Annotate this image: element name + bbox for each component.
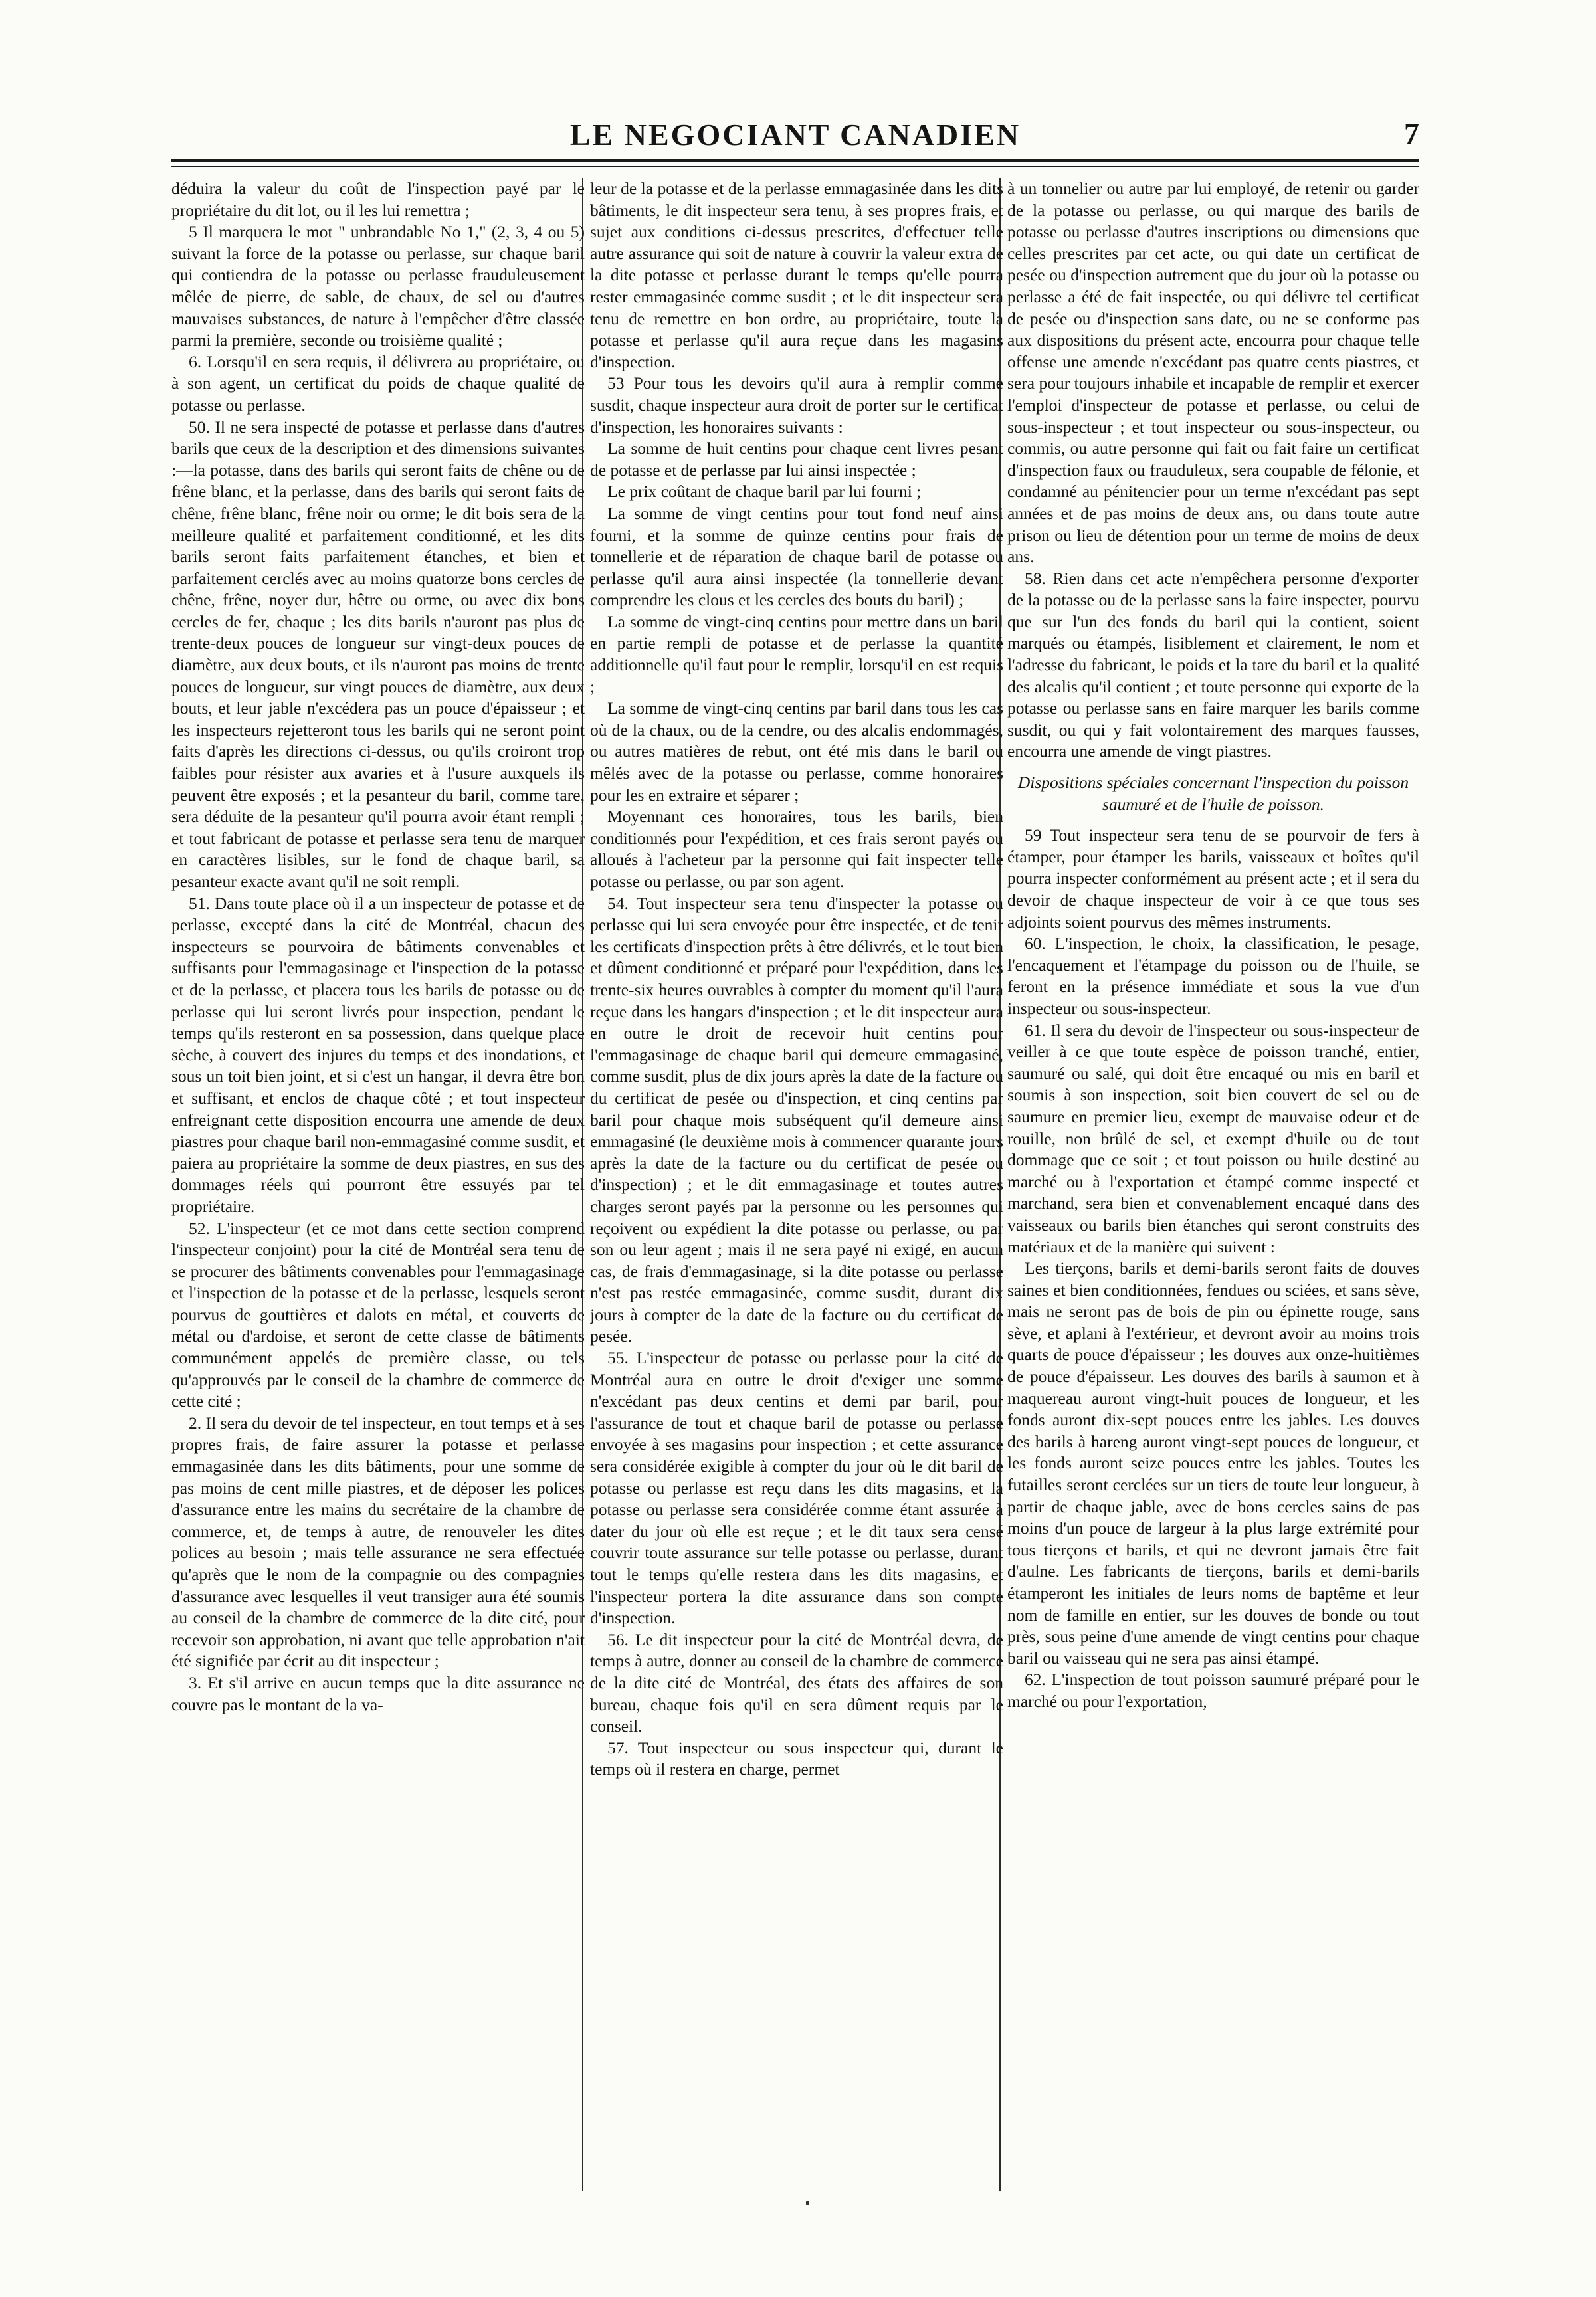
paragraph: Les tierçons, barils et demi-barils seront faits de douves saines et bien conditionnées, fendues ou sciées, et sans sève, mais ne seront pas de bois de pin ou épinette rouge, sans sève, et aplani à l'extérieur, et devront avoir au moins trois quarts de pouce d'épaisseur ; les douves aux onze-huitièmes de pouce d'épaisseur. Les douves des barils à saumon et à maquereau auront vingt-huit pouces de longueur, et les fonds auront dix-sept pouces entre les jables. Les douves des barils à hareng auront vingt-sept pouces de longueur, et les fonds auront seize pouces entre les jables. Toutes les futailles seront cerclées sur un tiers de toute leur longueur, à partir de chaque jable, avec de bons cercles sains de pas moins d'un pouce de largeur à la plus large extrémité pour tous tierçons et barils, et qui ne devront jamais être fait d'aulne. Les fabricants de tierçons, barils et demi-barils étamperont les initiales de leurs noms de baptême et leur nom de famille en entier, sur les douves de bonde ou tout près, sous peine d'une amende de vingt centins pour chaque baril ou vaisseau qui ne sera pas ainsi étampé. xyxy=(1007,1258,1419,1668)
paragraph: 5 Il marquera le mot " unbrandable No 1," (2, 3, 4 ou 5) suivant la force de la potasse ou perlasse, sur chaque baril qui contiendra de la potasse ou perlasse frauduleusement mêlée de pierre, de sable, de chaux, de sel ou d'autres mauvaises substances, de nature à l'empêcher d'être classée parmi la première, seconde ou troisième qualité ; xyxy=(171,222,585,350)
paragraph: La somme de vingt-cinq centins pour mettre dans un baril en partie rempli de potasse et de perlasse la quantité additionnelle qu'il faut pour le remplir, lorsqu'il en est requis ; xyxy=(590,611,1003,696)
text-column-2 xyxy=(590,178,1003,2185)
paragraph: déduira la valeur du coût de l'inspection payé par le propriétaire du dit lot, ou il les lui remettra ; xyxy=(171,179,585,220)
newspaper-title: LE NEGOCIANT CANADIEN xyxy=(569,118,1021,151)
paragraph: leur de la potasse et de la perlasse emmagasinée dans les dits bâtiments, le dit inspecteur sera tenu, à ses propres frais, et sujet aux conditions ci-dessus prescrites, d'effectuer telle autre assurance qui soit de nature à couvrir la valeur extra de la dite potasse et perlasse durant le temps qu'elle pourra rester emmagasinée comme susdit ; et le dit inspecteur sera tenu de remettre en bon ordre, au propriétaire, toute la potasse et perlasse qu'il aura reçue dans les magasins d'inspection. xyxy=(590,179,1003,371)
paragraph: 2. Il sera du devoir de tel inspecteur, en tout temps et à ses propres frais, de faire assurer la potasse et perlasse emmagasinée dans les dits bâtiments, pour une somme de pas moins de cent mille piastres, et de déposer les polices d'assurance entre les mains du secrétaire de la chambre de commerce, et, de temps à autre, de renouveler les dites polices au besoin ; mais telle assurance ne sera effectuée qu'après que le nom de la compagnie ou des compagnies d'assurance avec lesquelles il veut transiger aura été soumis au conseil de la chambre de commerce de la dite cité, pour recevoir son approbation, ni avant que telle approbation n'ait été signifiée par écrit au dit inspecteur ; xyxy=(171,1413,585,1671)
paragraph: 62. L'inspection de tout poisson saumuré préparé pour le marché ou pour l'exportation, xyxy=(1007,1670,1419,1711)
paragraph: 56. Le dit inspecteur pour la cité de Montréal devra, de temps à autre, donner au conseil de la chambre de commerce de la dite cité de Montréal, des états des affaires de son bureau, chaque fois qu'il en sera dûment requis par le conseil. xyxy=(590,1629,1003,1736)
paragraph: 52. L'inspecteur (et ce mot dans cette section comprend l'inspecteur conjoint) pour la cité de Montréal sera tenu de se procurer des bâtiments convenables pour l'emmagasinage et l'inspection de la potasse et de la perlasse, lesquels seront pourvus de gouttières et dalots en métal, et couverts de métal ou d'ardoise, et seront de cette classe de bâtiments communément appelés de première classe, ou tels qu'approuvés par le conseil de la chambre de commerce de cette cité ; xyxy=(171,1218,585,1411)
paragraph: 3. Et s'il arrive en aucun temps que la dite assurance ne couvre pas le montant de la va- xyxy=(171,1672,585,1714)
text-column-1 xyxy=(171,178,585,2185)
ink-speck xyxy=(806,2201,809,2205)
paragraph: 53 Pour tous les devoirs qu'il aura à remplir comme susdit, chaque inspecteur aura droit de porter sur le certificat d'inspection, les honoraires suivants : xyxy=(590,373,1003,437)
header-rule-thin xyxy=(171,166,1419,167)
masthead xyxy=(171,112,1419,153)
paragraph: 55. L'inspecteur de potasse ou perlasse pour la cité de Montréal aura en outre le droit d'exiger une somme n'excédant pas deux centins et demi par baril, pour l'assurance de tout et chaque baril de potasse ou perlasse envoyée à ses magasins pour inspection ; et cette assurance sera considérée exigible à compter du jour où le dit baril de potasse ou perlasse est reçu dans les dits magasins, et la potasse ou perlasse sera considérée comme étant assurée à dater du jour où elle est reçue ; et le dit taux sera censé couvrir toute assurance sur telle potasse ou perlasse, durant tout le temps qu'elle restera dans les dits magasins, et l'inspecteur portera la dite assurance dans son compte d'inspection. xyxy=(590,1348,1003,1628)
paragraph: 51. Dans toute place où il a un inspecteur de potasse et de perlasse, excepté dans la cité de Montréal, chacun des inspecteurs se pourvoira de bâtiments convenables et suffisants pour l'emmagasinage et l'inspection de la potasse et de la perlasse, et placera tous les barils de potasse ou de perlasse qui lui seront livrés pour inspection, pendant le temps qu'ils resteront en sa possession, dans quelque place sèche, à couvert des injures du temps et des inondations, et sous un toit bien joint, et si c'est un hangar, il devra être bon et suffisant, et enclos de chaque côté ; et tout inspecteur enfreignant cette disposition encourra une amende de deux piastres pour chaque baril non-emmagasiné comme susdit, et paiera au propriétaire la somme de deux piastres, en sus des dommages réels qui pourront être essuyés par tel propriétaire. xyxy=(171,893,585,1216)
paragraph: 58. Rien dans cet acte n'empêchera personne d'exporter de la potasse ou de la perlasse sans la faire inspecter, pourvu que sur l'un des fonds du baril qui la contient, soient marqués ou étampés, lisiblement et clairement, le nom et l'adresse du fabricant, le poids et la tare du baril et la qualité des alcalis qu'il contient ; et toute personne qui exporte de la potasse ou perlasse sans en faire marquer les barils comme susdit, ou qui y fait volontairement des marques fausses, encourra une amende de vingt piastres. xyxy=(1007,568,1419,761)
paragraph: 61. Il sera du devoir de l'inspecteur ou sous-inspecteur de veiller à ce que toute espèce de poisson tranché, entier, saumuré ou salé, qui doit être encaqué ou mis en baril et soumis à son inspection, soit bien couvert de sel ou de saumure en premier lieu, exempt de mauvaise odeur et de rouille, non brûlé de sel, et exempt d'huile ou de tout dommage que ce soit ; et tout poisson ou huile destiné au marché ou à l'exportation et étampé comme inspecté et marchand, sera bien et convenablement encaqué dans des vaisseaux ou barils bien étanches qui seront construits des matériaux et de la manière qui suivent : xyxy=(1007,1020,1419,1256)
section-subheading: Dispositions spéciales concernant l'inspection du poisson saumuré et de l'huile de poisson. xyxy=(1017,773,1409,814)
text-column-3 xyxy=(1007,178,1419,2185)
paragraph: Le prix coûtant de chaque baril par lui fourni ; xyxy=(607,482,922,502)
paragraph: 57. Tout inspecteur ou sous inspecteur qui, durant le temps où il restera en charge, permet xyxy=(590,1738,1003,1779)
paragraph: 59 Tout inspecteur sera tenu de se pourvoir de fers à étamper, pour étamper les barils, vaisseaux et boîtes qu'il pourra inspecter conformément au présent acte ; et il sera du devoir de chaque inspecteur de voir à ce que tous ses adjoints soient pourvus des mêmes instruments. xyxy=(1007,825,1419,932)
paragraph: La somme de vingt-cinq centins par baril dans tous les cas où de la chaux, ou de la cendre, ou des alcalis endommagés, ou autres matières de rebut, ont été mis dans le baril ou mêlés avec de la potasse ou perlasse, comme honoraires pour les en extraire et séparer ; xyxy=(590,698,1003,805)
paragraph: Moyennant ces honoraires, tous les barils, bien conditionnés pour l'expédition, et ces frais seront payés ou alloués à l'acheteur par la personne qui fait inspecter telle potasse ou perlasse, ou par son agent. xyxy=(590,807,1003,891)
paragraph: 60. L'inspection, le choix, la classification, le pesage, l'encaquement et l'étampage du poisson ou de l'huile, se feront en la présence immédiate et sous la vue d'un inspecteur ou sous-inspecteur. xyxy=(1007,934,1419,1018)
paragraph: La somme de vingt centins pour tout fond neuf ainsi fourni, et la somme de quinze centins pour frais de tonnellerie et de réparation de chaque baril de potasse ou perlasse qu'il aura ainsi inspectée (la tonnellerie devant comprendre les clous et les cercles des bouts du baril) ; xyxy=(590,503,1003,610)
paragraph: à un tonnelier ou autre par lui employé, de retenir ou garder de la potasse ou perlasse, ou qui marque des barils de potasse ou perlasse d'autres inscriptions ou dimensions que celles prescrites par cet acte, ou qui date un certificat de pesée ou d'inspection autrement que du jour où la potasse ou perlasse a été de fait inspectée, ou qui délivre tel certificat de pesée ou d'inspection sans date, ou ne se conforme pas aux dispositions du présent acte, encourra pour chaque telle offense une amende n'excédant pas quatre cents piastres, et sera pour toujours inhabile et incapable de remplir et exercer l'emploi d'inspecteur de potasse et perlasse, ou celui de sous-inspecteur ; et tout inspecteur ou sous-inspecteur, ou commis, ou autre personne qui fait ou fait faire un certificat d'inspection faux ou frauduleux, sera coupable de félonie, et condamné au pénitencier pour un terme n'excédant pas sept années et de pas moins de deux ans, ou dans toute autre prison ou lieu de détention pour un terme de moins de deux ans. xyxy=(1007,179,1419,567)
header-rule-thick xyxy=(171,159,1419,162)
paragraph: La somme de huit centins pour chaque cent livres pesant de potasse et de perlasse par lui ainsi inspectée ; xyxy=(590,439,1003,480)
paragraph: 54. Tout inspecteur sera tenu d'inspecter la potasse ou perlasse qui lui sera envoyée pour être inspectée, et de tenir les certificats d'inspection prêts à être délivrés, et le tout bien et dûment conditionné et préparé pour l'expédition, dans les trente-six heures ouvrables à compter du moment qu'il l'aura reçue dans les hangars d'inspection ; et le dit inspecteur aura en outre le droit de recevoir huit centins pour l'emmagasinage de chaque baril qui demeure emmagasiné, comme susdit, plus de dix jours après la date de la facture ou du certificat de pesée ou d'inspection, et cinq centins par baril pour chaque mois subséquent qu'il demeure ainsi emmagasiné (le deuxième mois à commencer quarante jours après la date de la facture ou du certificat de pesée ou d'inspection) ; et le dit emmagasinage et toutes autres charges seront payés par la personne ou les personnes qui reçoivent ou expédient la dite potasse ou perlasse, ou par son ou leur agent ; mais il ne sera payé ni exigé, en aucun cas, de frais d'emmagasinage, si la dite potasse ou perlasse n'est pas restée emmagasinée, comme susdit, durant dix jours à compter de la date de la facture ou du certificat de pesée. xyxy=(590,893,1003,1346)
page-number: 7 xyxy=(1404,116,1419,150)
paragraph: 6. Lorsqu'il en sera requis, il délivrera au propriétaire, ou à son agent, un certificat du poids de chaque qualité de potasse ou perlasse. xyxy=(171,351,585,415)
paragraph: 50. Il ne sera inspecté de potasse et perlasse dans d'autres barils que ceux de la description et des dimensions suivantes :—la potasse, dans des barils qui seront faits de chêne ou de frêne blanc, et la perlasse, dans des barils qui seront faits de chêne, frêne blanc, frêne noir ou orme; le dit bois sera de la meilleure qualité et parfaitement conditionné, et les dits barils seront faits parfaitement étanches, et bien et parfaitement cerclés avec au moins quatorze bons cercles de chêne, frêne, noyer dur, hêtre ou orme, ou avec dix bons cercles de fer, chaque ; les dits barils n'auront pas plus de trente-deux pouces de longueur sur vingt-deux pouces de diamètre, aux deux bouts, et ils n'auront pas moins de trente pouces de longueur, sur vingt pouces de diamètre, aux deux bouts, et leur jable n'excédera pas un pouce d'épaisseur ; et les inspecteurs rejetteront tous les barils qui ne seront point faits d'après les directions ci-dessus, ou qu'ils croiront trop faibles pour résister aux avaries et à l'usure auxquels ils peuvent être exposés ; et la pesanteur du baril, comme tare, sera déduite de la pesanteur qu'il pourra avoir étant rempli ; et tout fabricant de potasse et perlasse sera tenu de marquer en caractères lisibles, sur le fond de chaque baril, sa pesanteur exacte avant qu'il ne soit rempli. xyxy=(171,417,585,891)
